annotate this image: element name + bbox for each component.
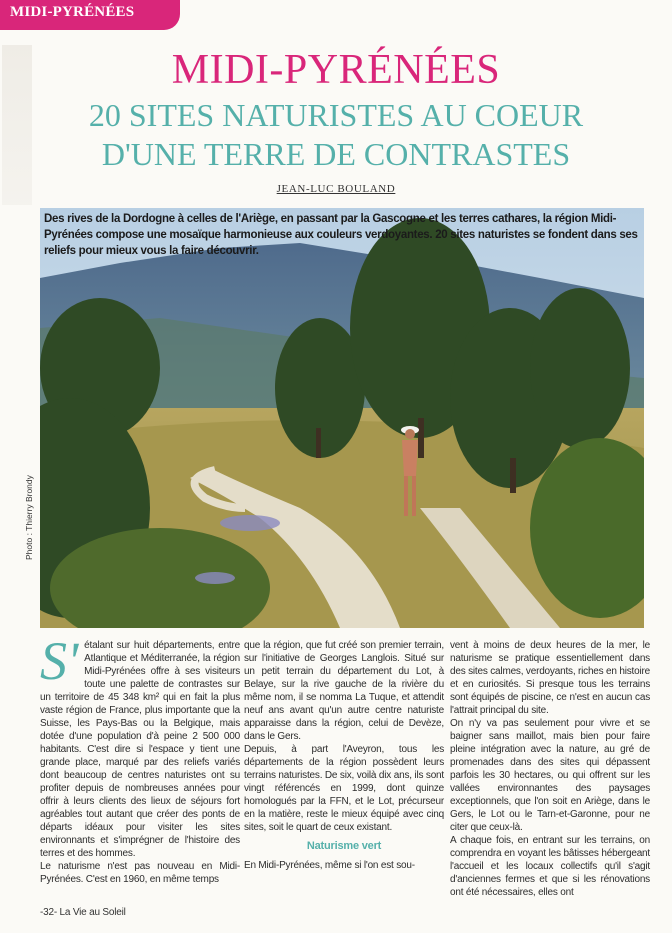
- col2-paragraph-2: Depuis, à part l'Aveyron, tous les départements de la région possèdent leurs terrains naturistes. De six, voilà dix ans, ils sont vingt référencés en 1999, dont quinze homologués par la FFN, et le Lot, précurseur en la matière, reste le mieux équipé avec cinq sites, soit le quart de ceux existant.: [244, 744, 444, 833]
- article-column-1: [40, 631, 240, 886]
- col1-paragraph-1: étalant sur huit départements, entre Atlantique et Méditerranée, la région Midi-Pyrénées offre à ses visiteurs toute une palette de contrastes sur un territoire de 45 348 km² qui en fait la plus vaste région de France, plus importante que la Suisse, les Pays-Bas ou la Belgique, mais dotée d'une population d'à peine 2 500 000 habitants. C'est dire si l'espace y tient une grande place, marqué par des reliefs variés dont beaucoup de centres naturistes ont su profiter depuis de nombreuses années pour offrir à leurs clients des lieux de séjours fort agréables tout autant que créer des ponts de départs idéaux pour visiter les sites environnants et s'imprégner de l'histoire des terres et des hommes.: [40, 640, 240, 859]
- col3-paragraph-3: A chaque fois, en entrant sur les terrains, on comprendra en voyant les bâtisses hébergeant l'accueil et les locaux collectifs qu'il s'agit d'anciennes fermes et que si les rénovations ont été nécessaires, elles ont: [450, 835, 650, 898]
- col2-paragraph-3: En Midi-Pyrénées, même si l'on est sou-: [244, 860, 415, 871]
- landscape-photo: [40, 208, 644, 628]
- page-title: MIDI-PYRÉNÉES: [171, 47, 501, 93]
- col3-paragraph-2: On n'y va pas seulement pour vivre et se baigner sans maillot, mais bien pour faire pleine intégration avec la nature, au gré de promenades dans des sites qui dépassent parfois les 30 hectares, ou qui offrent sur les vallées environnantes des paysages exceptionnels, que l'on soit en Ariège, dans le Gers, le Lot ou le Tarn-et-Garonne, pour ne citer que ceux-là.: [450, 718, 650, 833]
- author-byline: JEAN-LUC BOULAND: [276, 183, 396, 195]
- intro-text: Des rives de la Dordogne à celles de l'Ariège, en passant par la Gascogne et les terres cathares, la région Midi-Pyrénées compose une mosaïque harmonieuse aux couleurs verdoyantes. 20 sites naturistes se fondent dans ses reliefs pour mieux vous la faire découvrir.: [44, 213, 638, 257]
- drop-cap: S': [40, 631, 79, 691]
- section-tag: [0, 0, 180, 30]
- article-column-2: [244, 639, 444, 872]
- page-footer: -32- La Vie au Soleil: [40, 907, 126, 918]
- subtitle-line-1: 20 SITES NATURISTES AU COEUR: [88, 97, 584, 133]
- landscape-illustration: [40, 208, 644, 628]
- photo-credit: Photo : Thierry Brondy: [24, 475, 34, 560]
- subtitle-line-2: D'UNE TERRE DE CONTRASTES: [101, 136, 571, 172]
- article-column-3: [450, 639, 650, 899]
- col2-paragraph-1: que la région, que fut créé son premier terrain, sur l'initiative de Georges Langlois. Situé sur un petit terrain du département du Lot, à Belaye, sur la rive gauche de la rivière du même nom, il se nomma La Tuque, et attendit neuf ans avant qu'un autre centre naturiste apparaisse dans la région, celui de Devèze, dans le Gers.: [244, 640, 444, 742]
- col1-paragraph-2: Le naturisme n'est pas nouveau en Midi-Pyrénées. C'est en 1960, en même temps: [40, 861, 240, 885]
- subheading: Naturisme vert: [306, 840, 382, 852]
- section-tag-label: MIDI-PYRÉNÉES: [10, 4, 135, 20]
- col3-paragraph-1: vent à moins de deux heures de la mer, le naturisme se pratique essentiellement dans des sites calmes, verdoyants, riches en histoire et en curiosités. Si presque tous les terrains sont équipés de piscine, ce n'est en aucun cas l'attrait principal du site.: [450, 640, 650, 716]
- page-subtitle: [0, 96, 672, 174]
